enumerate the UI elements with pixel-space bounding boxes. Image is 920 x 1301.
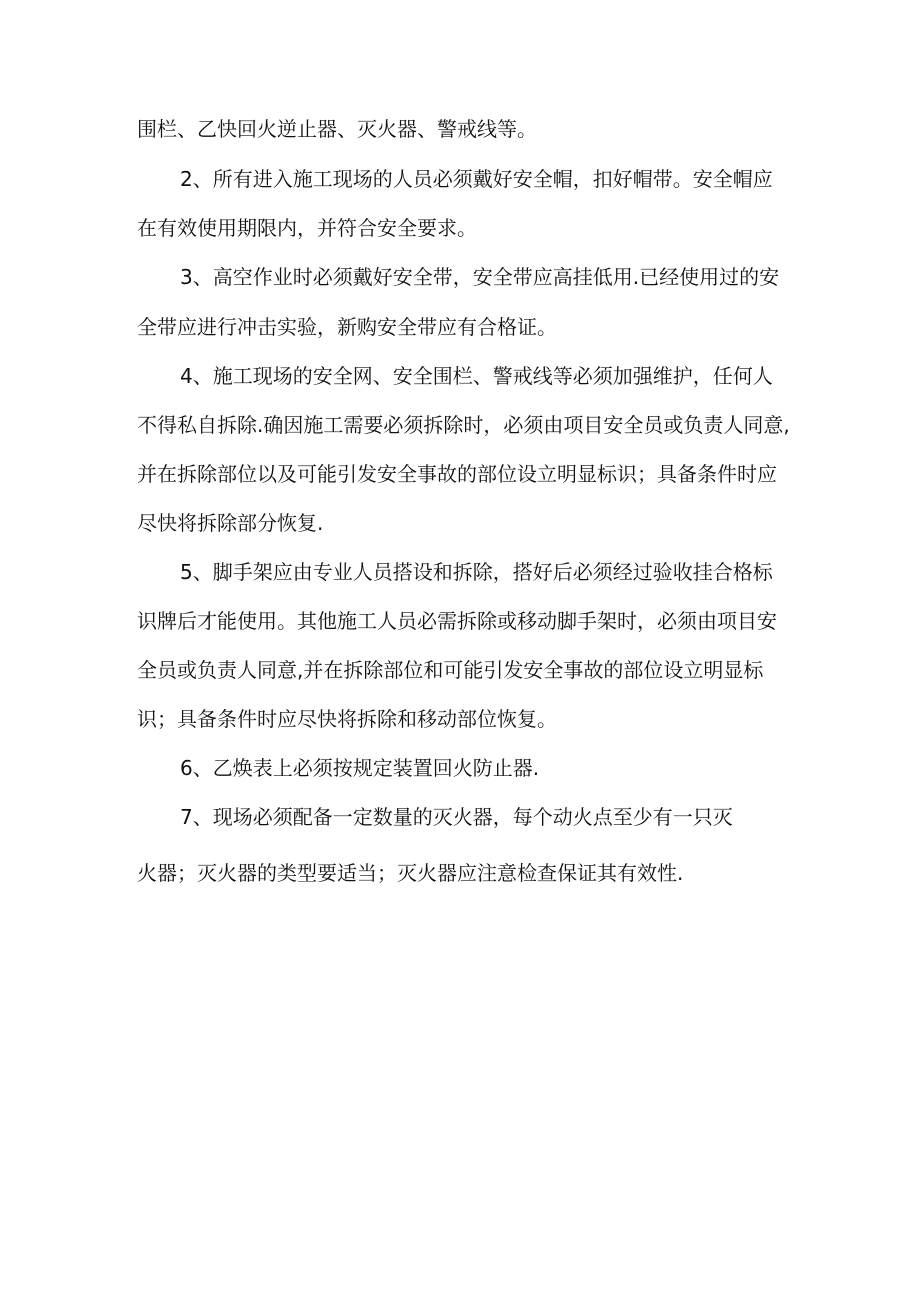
text-line: 火器；灭火器的类型要适当；灭火器应注意检查保证其有效性. <box>137 861 684 885</box>
text-line: 识牌后才能使用。其他施工人员必需拆除或移动脚手架时，必须由项目安 <box>137 609 777 633</box>
text-line: 并在拆除部位以及可能引发安全事故的部位设立明显标识；具备条件时应 <box>137 462 777 486</box>
text-line: 2、所有进入施工现场的人员必须戴好安全帽，扣好帽带。安全帽应 <box>180 167 773 191</box>
text-line: 5、脚手架应由专业人员搭设和拆除，搭好后必须经过验收挂合格标 <box>180 560 773 584</box>
text-line: 全带应进行冲击实验，新购安全带应有合格证。 <box>137 315 557 339</box>
text-line: 全员或负责人同意,并在拆除部位和可能引发安全事故的部位设立明显标 <box>137 658 764 682</box>
text-line: 识；具备条件时应尽快将拆除和移动部位恢复。 <box>137 707 557 731</box>
text-line: 3、高空作业时必须戴好安全带，安全带应高挂低用.已经使用过的安 <box>180 265 780 289</box>
text-line: 在有效使用期限内，并符合安全要求。 <box>137 216 477 240</box>
text-line: 4、施工现场的安全网、安全围栏、警戒线等必须加强维护，任何人 <box>180 364 773 388</box>
text-line: 尽快将拆除部分恢复. <box>137 511 324 535</box>
text-line: 7、现场必须配备一定数量的灭火器，每个动火点至少有一只灭 <box>180 805 733 829</box>
text-line: 围栏、乙快回火逆止器、灭火器、警戒线等。 <box>137 117 537 141</box>
text-line: 6、乙焕表上必须按规定装置回火防止器. <box>180 756 540 780</box>
text-line: 不得私自拆除.确因施工需要必须拆除时，必须由项目安全员或负责人同意, <box>137 413 790 437</box>
